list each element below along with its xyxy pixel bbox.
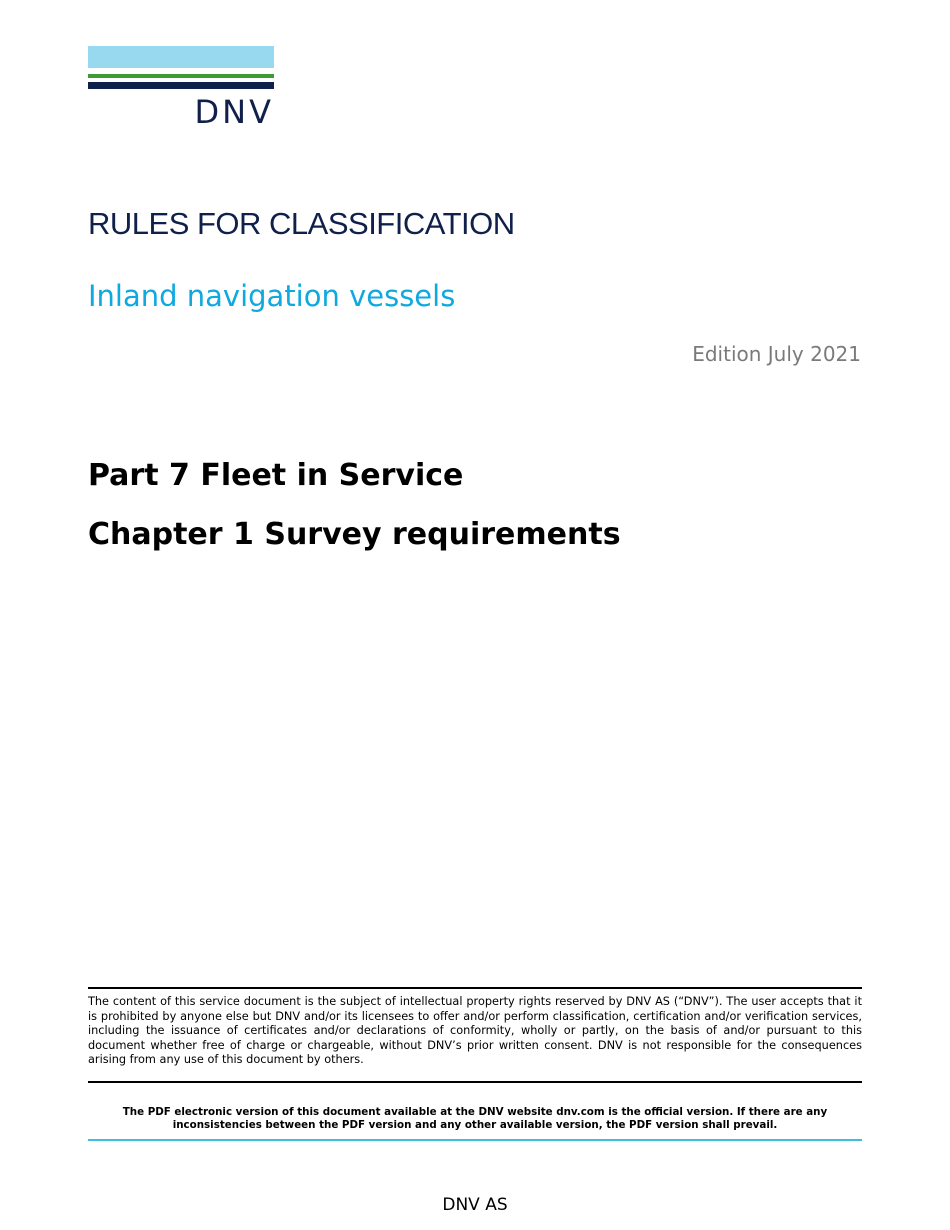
chapter-heading: Chapter 1 Survey requirements	[88, 517, 621, 552]
divider-accent	[88, 1139, 862, 1141]
dnv-logo	[88, 46, 274, 130]
logo-navy-bar	[88, 82, 274, 89]
logo-light-blue-bar	[88, 46, 274, 68]
document-type: RULES FOR CLASSIFICATION	[88, 206, 515, 241]
logo-wordmark: DNV	[194, 93, 274, 131]
logo-green-bar	[88, 74, 274, 78]
copyright-disclaimer: The content of this service document is the subject of intellectual property rights reserved by DNV AS (“DNV”). The user accepts that it is prohibited by anyone else but DNV and/or its licensees to offer and/or perform classification, certification and/or verification services, including the issuance of certificates and/or declarations of conformity, wholly or partly, on the basis of and/or pursuant to this document whether free of charge or chargeable, without DNV’s prior written consent. DNV is not responsible for the consequences arising from any use of this document by others.	[88, 995, 862, 1066]
document-title: Inland navigation vessels	[88, 279, 456, 313]
divider-top	[88, 987, 862, 989]
official-version-note: The PDF electronic version of this document available at the DNV website dnv.com is the official version. If there are any inconsistencies between the PDF version and any other available version, the PDF version shall prevail.	[122, 1106, 828, 1131]
divider-middle	[88, 1081, 862, 1083]
edition-date: Edition July 2021	[692, 342, 861, 366]
part-heading: Part 7 Fleet in Service	[88, 458, 464, 493]
publisher-footer: DNV AS	[442, 1195, 508, 1215]
